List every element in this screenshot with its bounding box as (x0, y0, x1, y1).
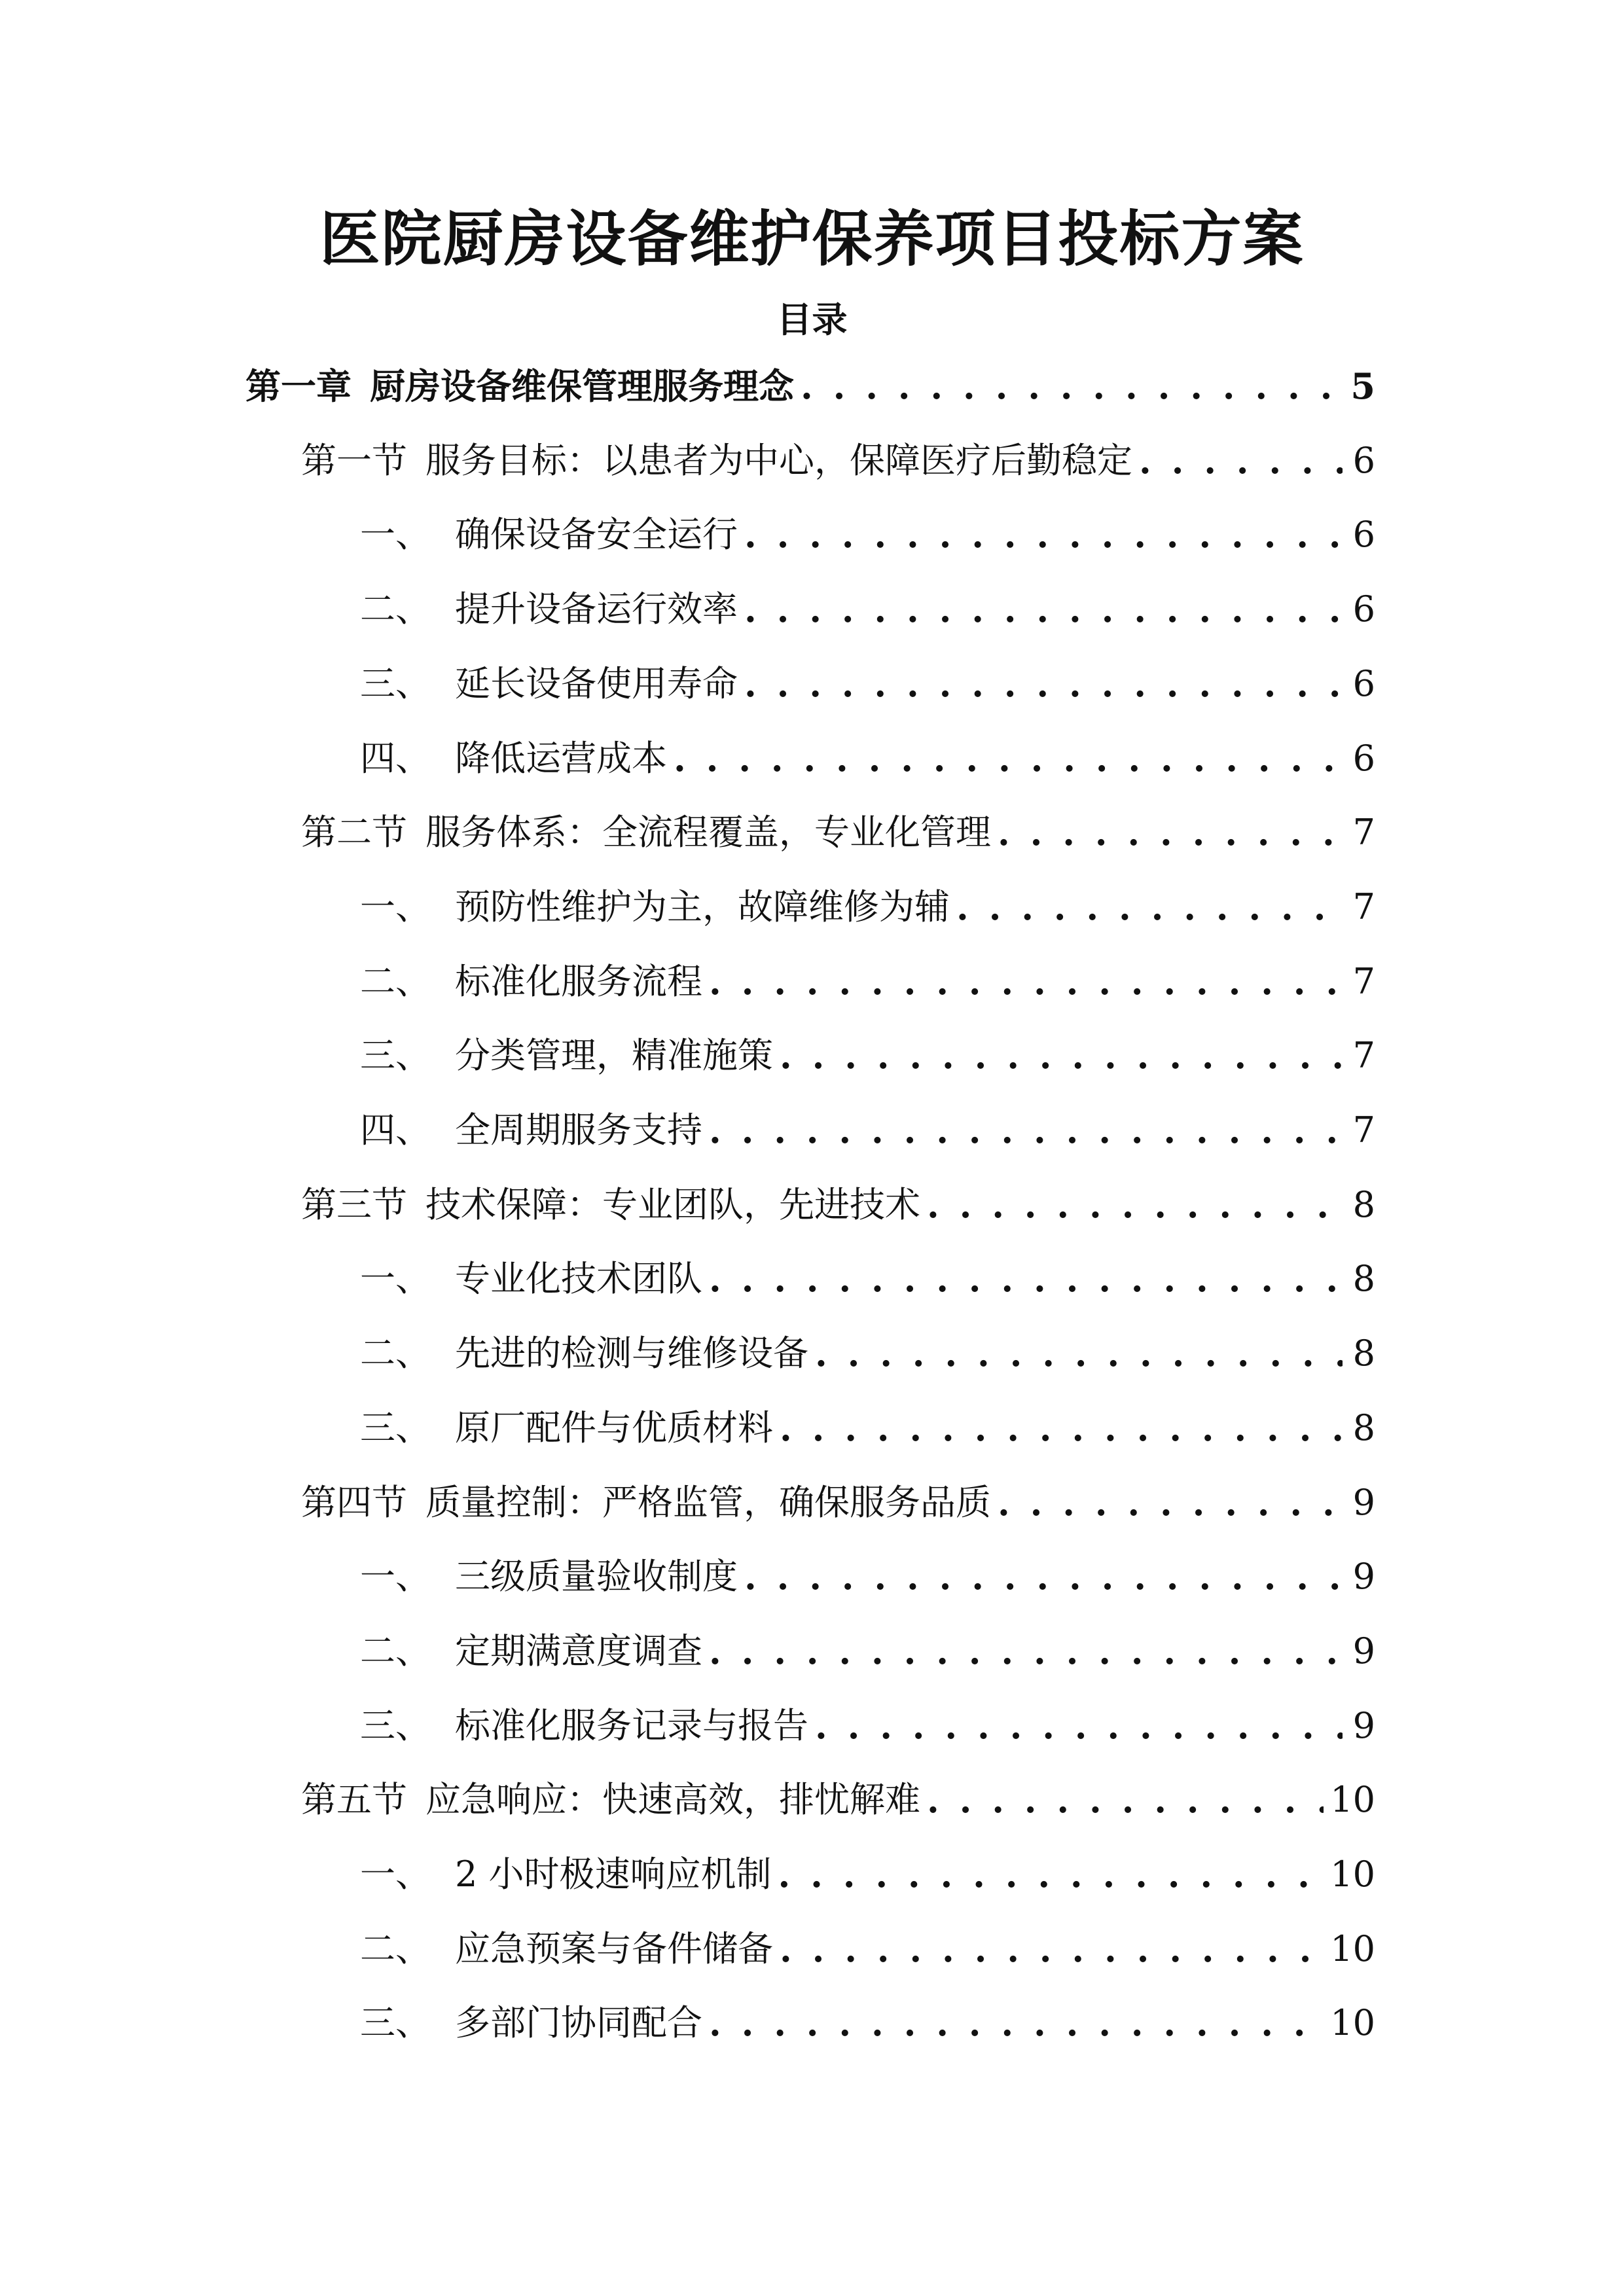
dot-leader (709, 1253, 1343, 1305)
toc-entry-section[interactable] (301, 1179, 1375, 1231)
toc-entry-item[interactable] (360, 1030, 1375, 1082)
toc-entry-page-number: 6 (1352, 737, 1375, 779)
toc-entry-number: 三、 (360, 2002, 431, 2044)
dot-leader (780, 1402, 1343, 1454)
dot-leader (674, 732, 1343, 785)
toc-entry-item[interactable] (360, 732, 1375, 785)
toc-entry-label: 厨房设备维保管理服务理念 (370, 365, 794, 407)
toc-entry-page-number: 9 (1352, 1630, 1375, 1672)
dot-leader (780, 1030, 1343, 1082)
toc-entry-number: 一、 (360, 1258, 431, 1300)
toc-entry-label: 质量控制：严格监管，确保服务品质 (425, 1481, 991, 1523)
toc-entry-label: 原厂配件与优质材料 (455, 1407, 773, 1448)
toc-entry-label: 2 小时极速响应机制 (455, 1854, 772, 1895)
toc-entry-page-number: 10 (1330, 1928, 1375, 1969)
toc-entry-item[interactable] (360, 1104, 1375, 1157)
toc-entry-page-number: 8 (1352, 1333, 1375, 1374)
toc-entry-label: 延长设备使用寿命 (455, 662, 738, 704)
toc-entry-page-number: 5 (1350, 365, 1375, 407)
toc-entry-item[interactable] (360, 1551, 1375, 1603)
dot-leader (744, 1551, 1343, 1603)
toc-entry-label: 预防性维护为主，故障维修为辅 (455, 886, 950, 927)
toc-entry-page-number: 9 (1352, 1481, 1375, 1523)
toc-entry-label: 降低运营成本 (455, 737, 667, 779)
dot-leader (815, 1700, 1343, 1752)
dot-leader (998, 806, 1343, 859)
toc-entry-section[interactable] (301, 1774, 1375, 1826)
toc-entry-number: 二、 (360, 1333, 431, 1374)
toc-entry-item[interactable] (360, 658, 1375, 710)
dot-leader (709, 956, 1343, 1008)
toc-entry-page-number: 6 (1352, 439, 1375, 481)
toc-entry-number: 三、 (360, 1035, 431, 1077)
toc-entry-number: 三、 (360, 1407, 431, 1448)
toc-entry-item[interactable] (360, 1253, 1375, 1305)
toc-entry-item[interactable] (360, 881, 1375, 933)
toc-entry-item[interactable] (360, 1923, 1375, 1975)
toc-entry-number: 一、 (360, 1556, 431, 1598)
toc-entry-page-number: 6 (1352, 662, 1375, 704)
toc-entry-page-number: 6 (1352, 588, 1375, 630)
toc-entry-number: 三、 (360, 662, 431, 704)
dot-leader (744, 658, 1343, 710)
toc-entry-number: 一、 (360, 886, 431, 927)
toc-entry-page-number: 8 (1352, 1183, 1375, 1225)
toc-entry-label: 标准化服务流程 (455, 960, 702, 1002)
toc-entry-chapter[interactable] (245, 360, 1375, 412)
dot-leader (1139, 435, 1343, 487)
dot-leader (744, 509, 1343, 561)
toc-entry-item[interactable] (360, 1625, 1375, 1677)
toc-entry-label: 多部门协同配合 (455, 2002, 702, 2044)
toc-entry-label: 服务体系：全流程覆盖，专业化管理 (425, 812, 991, 853)
toc-entry-label: 确保设备安全运行 (455, 514, 738, 556)
toc-entry-section[interactable] (301, 435, 1375, 487)
toc-heading: 目录 (776, 298, 848, 340)
toc-entry-page-number: 7 (1352, 960, 1375, 1002)
toc-entry-number: 一、 (360, 514, 431, 556)
toc-entry-number: 四、 (360, 1109, 431, 1151)
dot-leader (815, 1327, 1343, 1380)
toc-entry-label: 提升设备运行效率 (455, 588, 738, 630)
toc-entry-page-number: 7 (1352, 1035, 1375, 1077)
toc-entry-item[interactable] (360, 956, 1375, 1008)
toc-entry-item[interactable] (360, 1327, 1375, 1380)
toc-entry-number: 二、 (360, 588, 431, 630)
toc-entry-page-number: 10 (1330, 1779, 1375, 1821)
toc-entry-page-number: 6 (1352, 514, 1375, 556)
dot-leader (927, 1774, 1324, 1826)
toc-entry-number: 二、 (360, 1630, 431, 1672)
dot-leader (709, 1104, 1343, 1157)
toc-entry-item[interactable] (360, 1997, 1375, 2049)
toc-entry-page-number: 8 (1352, 1258, 1375, 1300)
toc-entry-page-number: 7 (1352, 812, 1375, 853)
toc-entry-number: 二、 (360, 960, 431, 1002)
toc-entry-page-number: 7 (1352, 886, 1375, 927)
dot-leader (998, 1477, 1343, 1529)
toc-entry-item[interactable] (360, 1402, 1375, 1454)
dot-leader (778, 1848, 1324, 1901)
toc-entry-label: 三级质量验收制度 (455, 1556, 738, 1598)
toc-entry-number: 四、 (360, 737, 431, 779)
toc-entry-label: 全周期服务支持 (455, 1109, 702, 1151)
toc-entry-item[interactable] (360, 583, 1375, 636)
toc-entry-item[interactable] (360, 1848, 1375, 1901)
toc-entry-page-number: 7 (1352, 1109, 1375, 1151)
toc-entry-number: 三、 (360, 1704, 431, 1746)
dot-leader (744, 583, 1343, 636)
toc-entry-label: 先进的检测与维修设备 (455, 1333, 808, 1374)
toc-entry-number: 第一节 (301, 439, 407, 481)
toc-entry-page-number: 10 (1330, 1854, 1375, 1895)
toc-entry-item[interactable] (360, 1700, 1375, 1752)
toc-entry-section[interactable] (301, 1477, 1375, 1529)
toc-entry-section[interactable] (301, 806, 1375, 859)
dot-leader (956, 881, 1343, 933)
toc-entry-number: 第一章 (245, 365, 352, 407)
toc-entry-label: 分类管理，精准施策 (455, 1035, 773, 1077)
toc-entry-label: 标准化服务记录与报告 (455, 1704, 808, 1746)
dot-leader (709, 1625, 1343, 1677)
toc-entry-number: 一、 (360, 1854, 431, 1895)
toc-entry-label: 服务目标：以患者为中心，保障医疗后勤稳定 (425, 439, 1132, 481)
toc-entry-number: 第三节 (301, 1183, 407, 1225)
toc-entry-page-number: 9 (1352, 1704, 1375, 1746)
toc-entry-page-number: 9 (1352, 1556, 1375, 1598)
toc-entry-label: 专业化技术团队 (455, 1258, 702, 1300)
toc-entry-label: 应急预案与备件储备 (455, 1928, 773, 1969)
toc-entry-item[interactable] (360, 509, 1375, 561)
toc-entry-number: 第四节 (301, 1481, 407, 1523)
toc-entry-number: 二、 (360, 1928, 431, 1969)
dot-leader (709, 1997, 1324, 2049)
toc-entry-label: 技术保障：专业团队，先进技术 (425, 1183, 920, 1225)
document-title: 医院厨房设备维护保养项目投标方案 (319, 204, 1305, 274)
toc-entry-page-number: 8 (1352, 1407, 1375, 1448)
dot-leader (801, 360, 1343, 412)
toc-entry-number: 第五节 (301, 1779, 407, 1821)
toc-entry-number: 第二节 (301, 812, 407, 853)
toc-entry-label: 应急响应：快速高效，排忧解难 (425, 1779, 920, 1821)
dot-leader (780, 1923, 1324, 1975)
dot-leader (927, 1179, 1343, 1231)
toc-entry-page-number: 10 (1330, 2002, 1375, 2044)
toc-entry-label: 定期满意度调查 (455, 1630, 702, 1672)
